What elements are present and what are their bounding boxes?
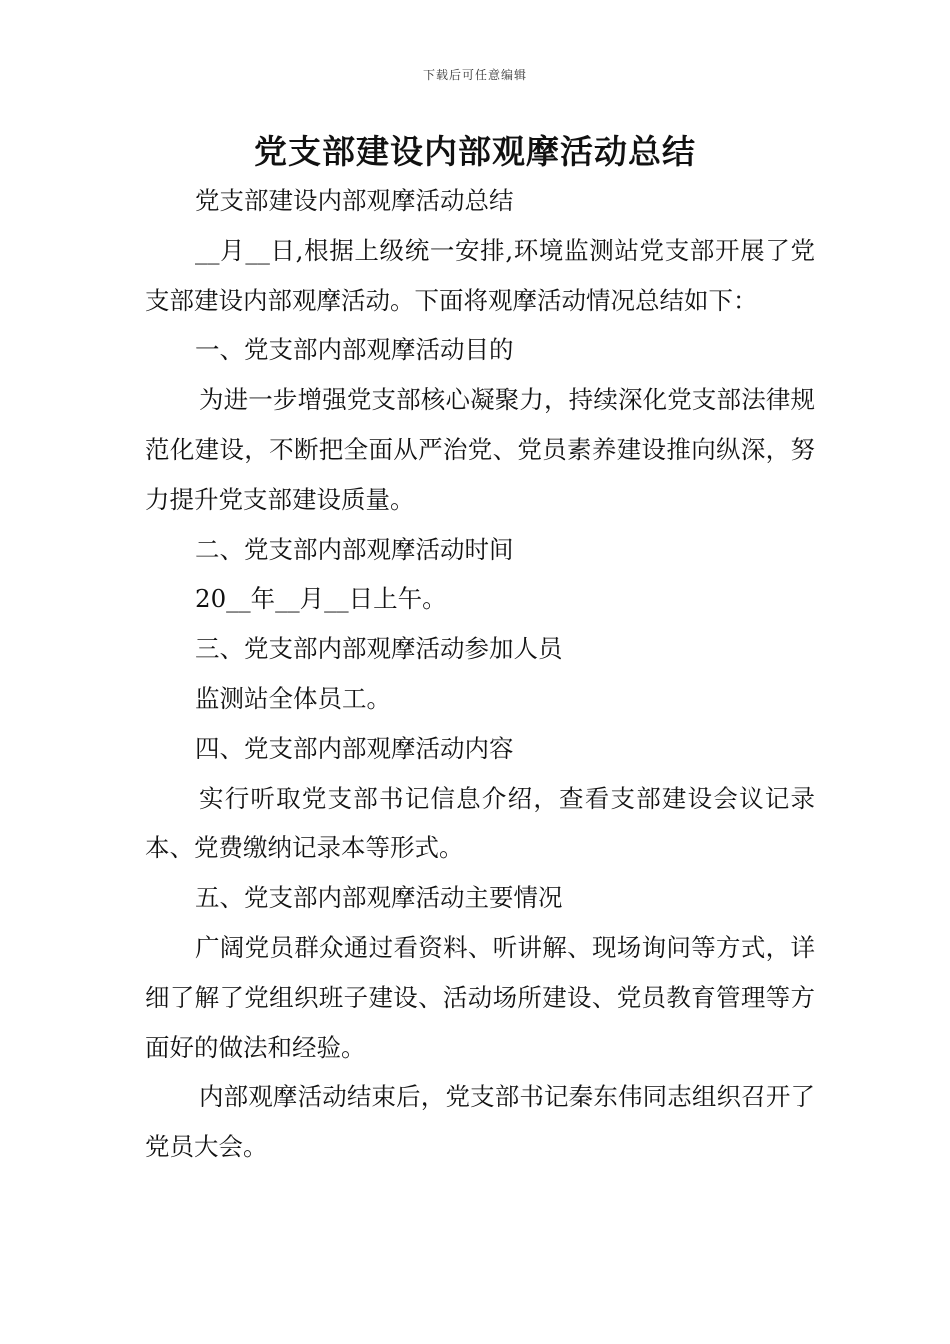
heading-purpose: 一、党支部内部观摩活动目的: [195, 335, 514, 365]
paragraph-situation: 广阔党员群众通过看资料、听讲解、现场询问等方式，详细了解了党组织班子建设、活动场所建设、党员教育管理等方面好的做法和经验。: [145, 932, 815, 1062]
header-note: 下载后可任意编辑: [422, 68, 527, 82]
heading-situation: 五、党支部内部观摩活动主要情况: [195, 883, 563, 913]
paragraph-content: 实行听取党支部书记信息介绍，查看支部建设会议记录本、党费缴纳记录本等形式。: [145, 783, 815, 863]
heading-participants: 三、党支部内部观摩活动参加人员: [195, 634, 563, 664]
paragraph-conclusion: 内部观摩活动结束后，党支部书记秦东伟同志组织召开了党员大会。: [145, 1082, 815, 1162]
paragraph-intro: __月__日,根据上级统一安排,环境监测站党支部开展了党支部建设内部观摩活动。下面将观摩活动情况总结如下：: [145, 235, 815, 315]
paragraph-subtitle: 党支部建设内部观摩活动总结: [195, 186, 514, 215]
heading-time: 二、党支部内部观摩活动时间: [195, 534, 514, 564]
paragraph-purpose: 为进一步增强党支部核心凝聚力，持续深化党支部法律规范化建设，不断把全面从严治党、党员素养建设推向纵深，努力提升党支部建设质量。: [145, 385, 815, 514]
document-body: [145, 176, 815, 1172]
document-title: 党支部建设内部观摩活动总结: [254, 132, 696, 171]
paragraph-time: 20__年__月__日上午。: [195, 584, 447, 614]
heading-content: 四、党支部内部观摩活动内容: [195, 733, 514, 763]
paragraph-participants: 监测站全体员工。: [195, 683, 391, 713]
